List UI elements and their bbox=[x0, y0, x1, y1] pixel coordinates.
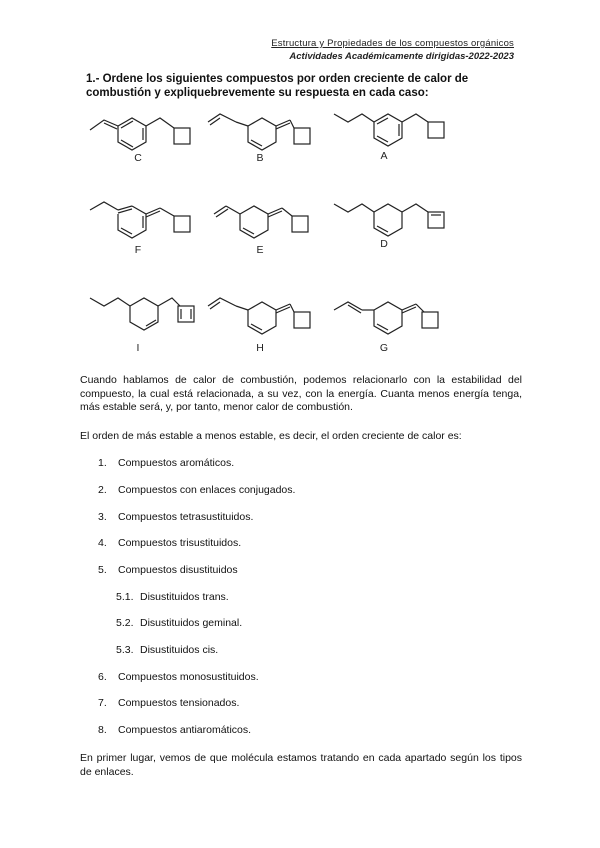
molecule-label-f: F bbox=[134, 244, 142, 256]
molecule-c-structure bbox=[88, 108, 208, 158]
list-subitem: 5.3. Disustituidos cis. bbox=[116, 644, 219, 656]
molecule-b-structure bbox=[206, 108, 326, 158]
order-paragraph: El orden de más estable a menos estable, es decir, el orden creciente de calor es: bbox=[80, 430, 462, 442]
molecule-label-g: G bbox=[379, 342, 389, 354]
molecule-e-structure bbox=[212, 196, 332, 246]
molecule-label-c: C bbox=[134, 152, 142, 164]
molecule-label-b: B bbox=[256, 152, 264, 164]
molecule-label-h: H bbox=[256, 342, 264, 354]
list-item: 4. Compuestos trisustituidos. bbox=[98, 537, 242, 549]
closing-paragraph: En primer lugar, vemos de que molécula estamos tratando en cada apartado según los tipos de enlaces. bbox=[80, 752, 522, 778]
list-item: 2. Compuestos con enlaces conjugados. bbox=[98, 484, 296, 496]
page-header bbox=[271, 37, 514, 63]
list-item: 6. Compuestos monosustituidos. bbox=[98, 671, 259, 683]
list-item: 7. Compuestos tensionados. bbox=[98, 697, 240, 709]
molecule-f-structure bbox=[88, 196, 208, 246]
header-course-title: Estructura y Propiedades de los compuestos orgánicos bbox=[271, 38, 514, 49]
molecule-label-a: A bbox=[380, 150, 388, 162]
molecule-g-structure bbox=[332, 292, 452, 342]
molecule-h-structure bbox=[206, 292, 326, 342]
list-item: 5. Compuestos disustituidos bbox=[98, 564, 238, 576]
list-item: 1. Compuestos aromáticos. bbox=[98, 457, 235, 469]
molecule-a-structure bbox=[332, 106, 452, 156]
molecule-label-e: E bbox=[256, 244, 264, 256]
list-item: 3. Compuestos tetrasustituidos. bbox=[98, 511, 254, 523]
list-item: 8. Compuestos antiaromáticos. bbox=[98, 724, 252, 736]
molecule-label-d: D bbox=[380, 238, 388, 250]
list-subitem: 5.2. Disustituidos geminal. bbox=[116, 617, 243, 629]
molecule-i-structure bbox=[88, 292, 208, 342]
question-statement: 1.- Ordene los siguientes compuestos por orden creciente de calor de combustión y expliquebrevemente su respuesta en cada caso: bbox=[86, 73, 469, 99]
intro-paragraph: Cuando hablamos de calor de combustión, podemos relacionarlo con la estabilidad del compuesto, la cual está relacionada, a su vez, con la energía. Cuanta menos energía tenga, más estable será, y, por tanto, menor calor de combustión. bbox=[80, 374, 522, 413]
header-activity-title: Actividades Académicamente dirigidas-2022-2023 bbox=[289, 51, 514, 62]
list-subitem: 5.1. Disustituidos trans. bbox=[116, 591, 229, 603]
molecule-label-i: I bbox=[136, 342, 140, 354]
